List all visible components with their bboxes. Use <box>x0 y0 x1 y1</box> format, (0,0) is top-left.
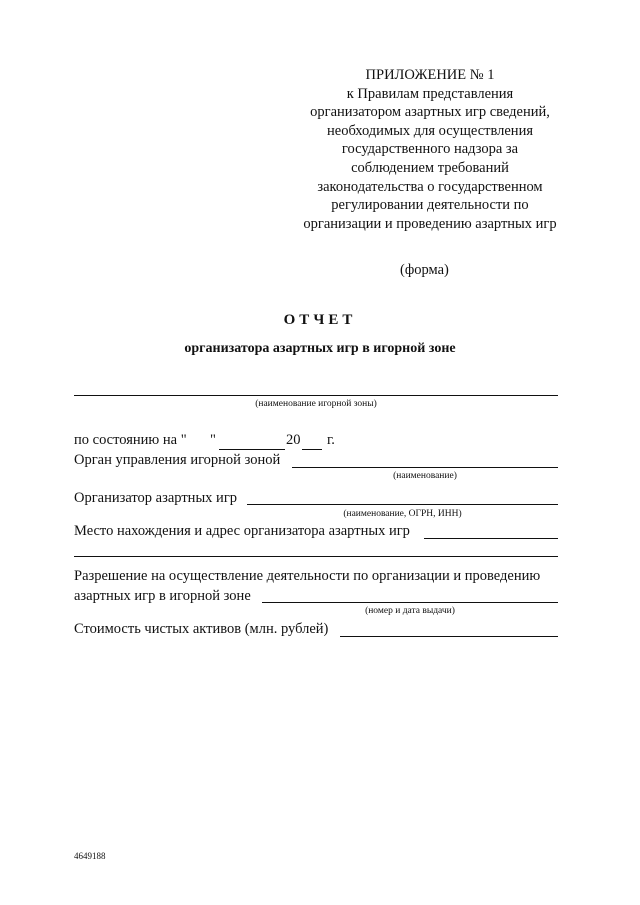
header-line: регулировании деятельности по <box>331 197 529 214</box>
date-label: по состоянию на " <box>74 432 187 448</box>
address-field-continued[interactable] <box>74 556 558 557</box>
header-line: необходимых для осуществления <box>327 122 533 139</box>
organizer-field[interactable] <box>247 504 558 505</box>
organizer-caption: (наименование, ОГРН, ИНН) <box>343 509 462 519</box>
assets-field[interactable] <box>340 636 558 637</box>
header-line: государственного надзора за <box>341 141 519 158</box>
organ-field[interactable] <box>292 467 558 468</box>
appendix-title: ПРИЛОЖЕНИЕ № 1 <box>365 67 495 83</box>
report-title: ОТЧЕТ <box>283 312 357 328</box>
assets-label: Стоимость чистых активов (млн. рублей) <box>74 621 329 637</box>
zone-name-caption: (наименование игорной зоны) <box>255 399 377 409</box>
date-year-field[interactable] <box>302 449 322 450</box>
date-quote: " <box>210 432 216 448</box>
document-header <box>280 66 580 233</box>
date-suffix: г. <box>327 432 335 448</box>
zone-name-field[interactable] <box>74 395 558 396</box>
organ-caption: (наименование) <box>393 471 457 481</box>
header-line: к Правилам представления <box>346 85 514 102</box>
header-line: организатором азартных игр сведений, <box>310 104 550 121</box>
permit-label: Разрешение на осуществление деятельности по организации и проведению <box>74 568 541 584</box>
address-label: Место нахождения и адрес организатора азартных игр <box>74 523 410 539</box>
permit-label-continued: азартных игр в игорной зоне <box>74 588 251 604</box>
date-month-field[interactable] <box>219 449 285 450</box>
header-line: организации и проведению азартных игр <box>303 215 557 232</box>
address-field[interactable] <box>424 538 558 539</box>
header-line: соблюдением требований <box>351 159 509 176</box>
header-line: законодательства о государственном <box>317 178 543 195</box>
form-label: (форма) <box>400 262 449 278</box>
organizer-label: Организатор азартных игр <box>74 490 238 506</box>
document-code: 4649188 <box>74 851 106 861</box>
report-subtitle: организатора азартных игр в игорной зоне <box>184 341 456 356</box>
permit-field[interactable] <box>262 602 558 603</box>
organ-label: Орган управления игорной зоной <box>74 452 281 468</box>
permit-caption: (номер и дата выдачи) <box>365 606 455 616</box>
date-year-prefix: 20 <box>286 432 301 448</box>
